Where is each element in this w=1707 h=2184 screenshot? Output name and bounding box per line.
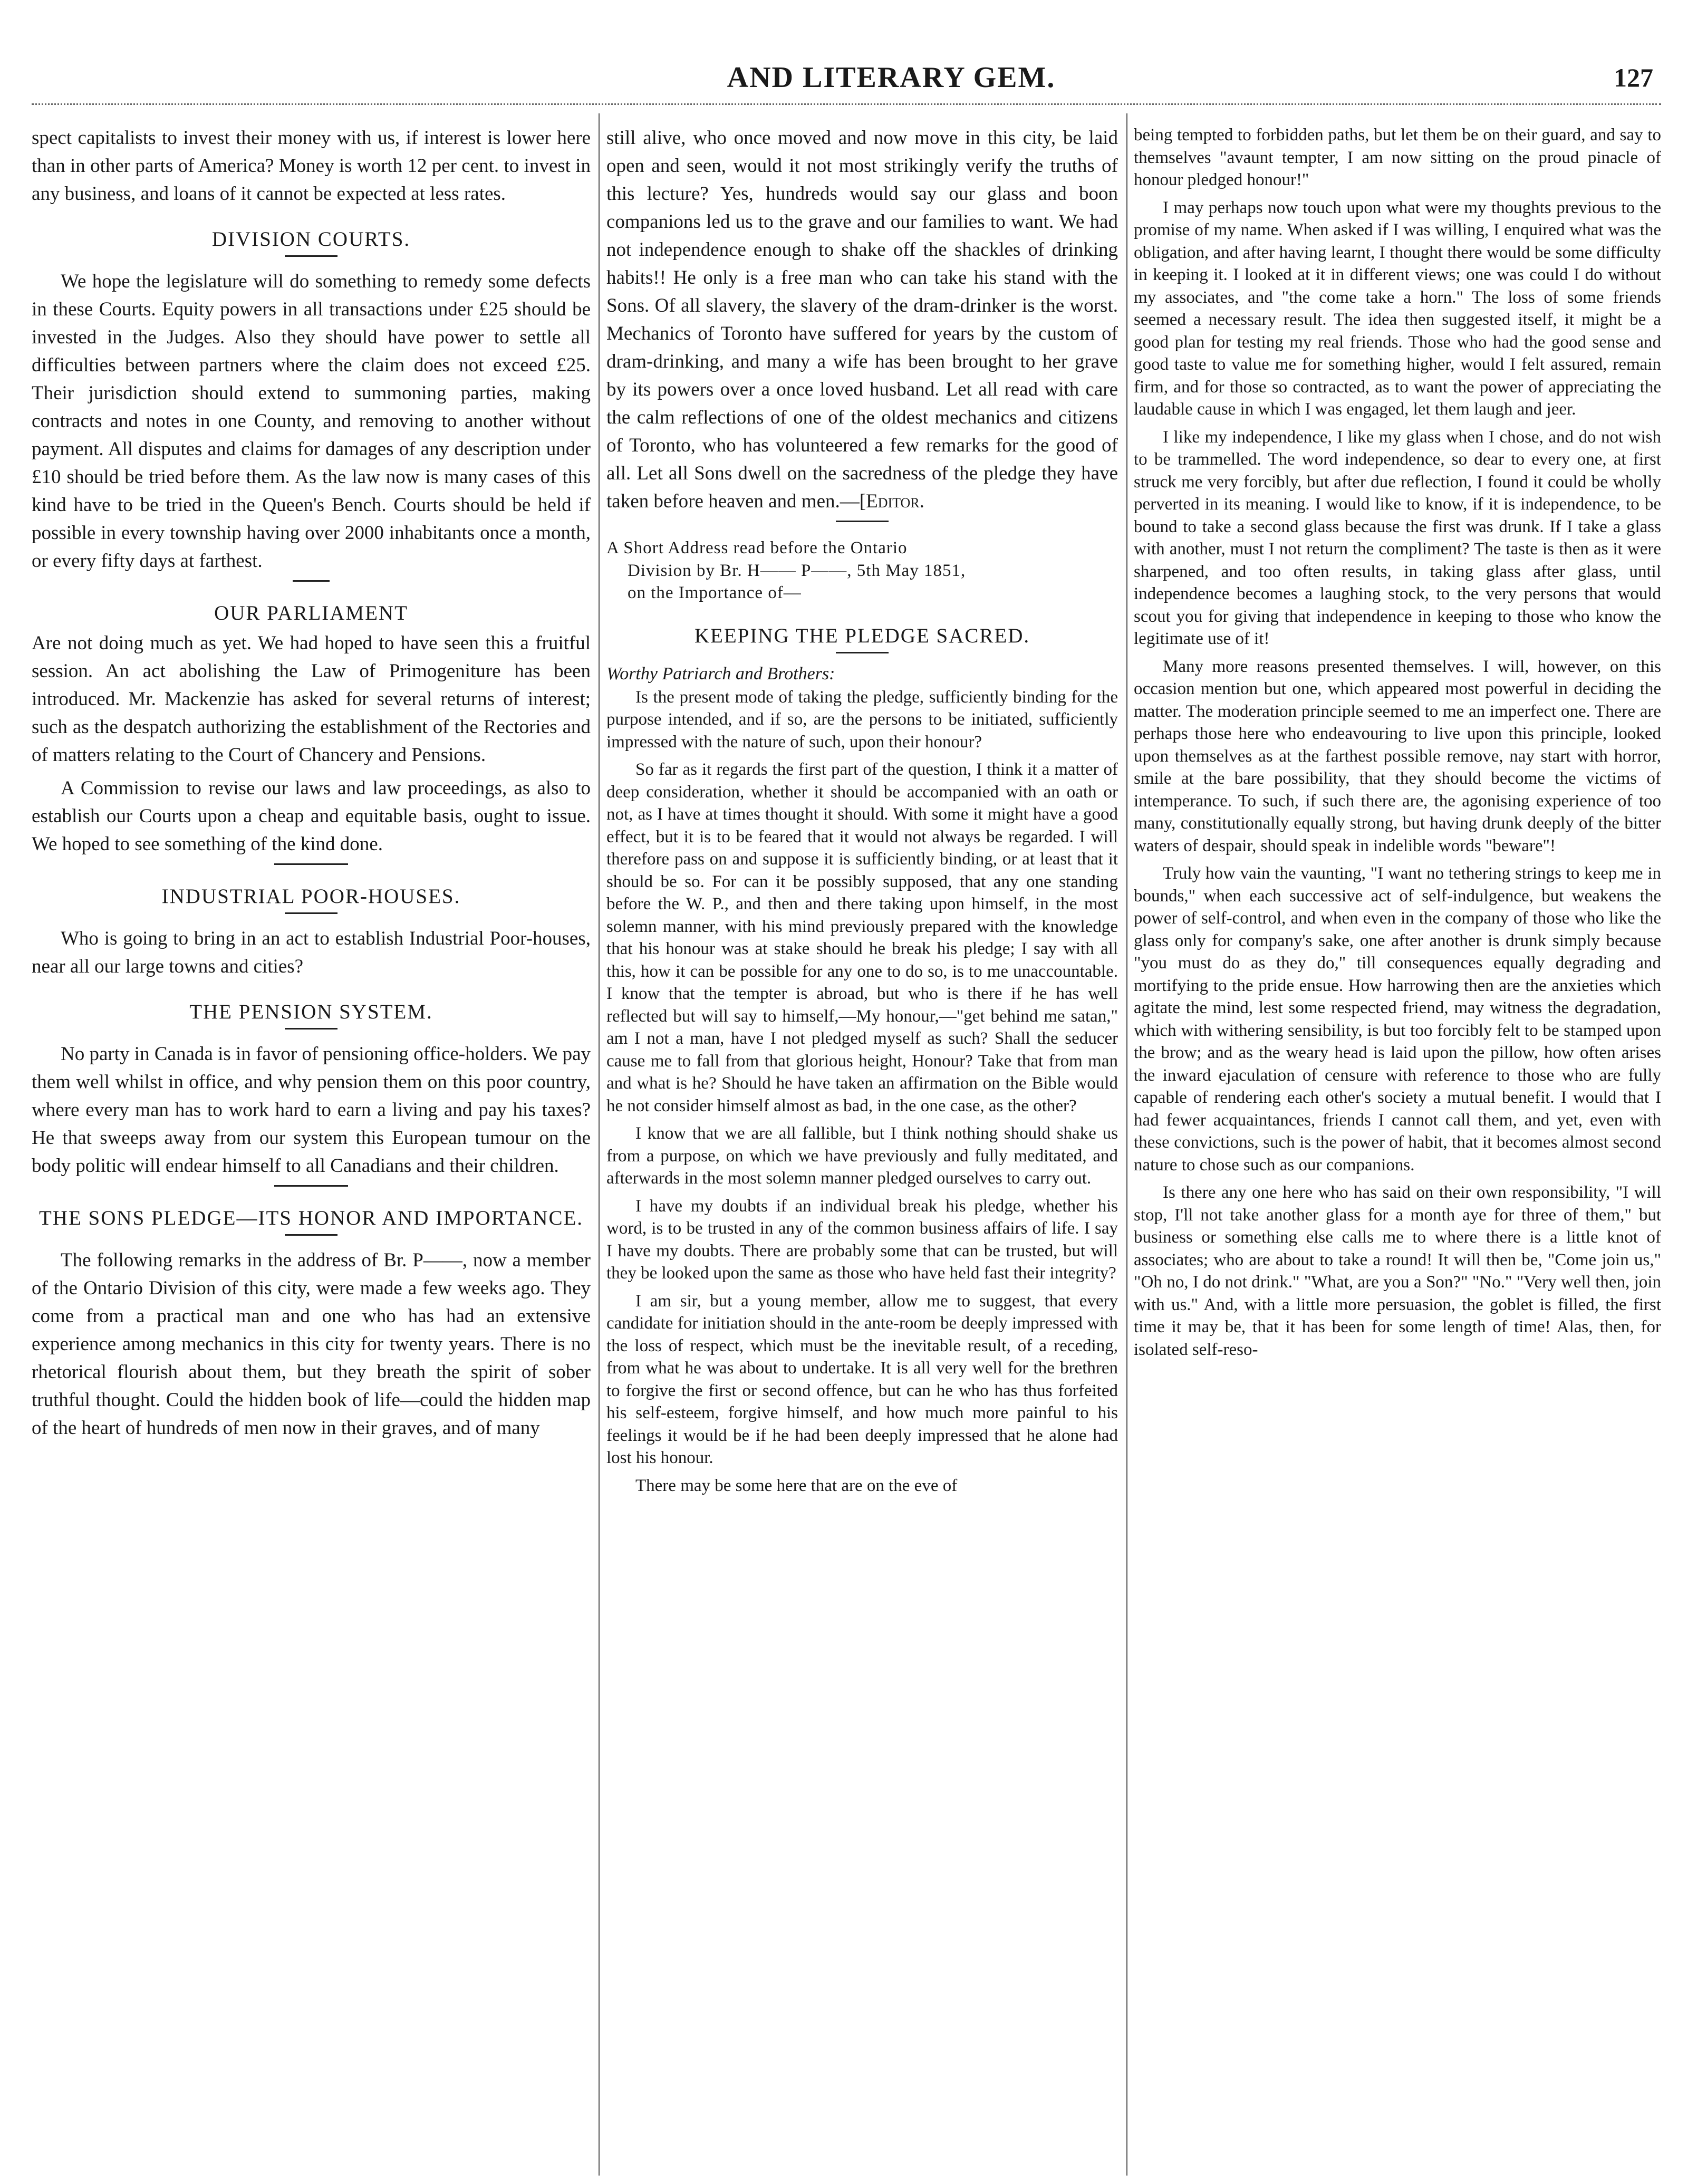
paragraph: We hope the legislature will do something to remedy some defects in these Courts. Equity powers in all transactions under £25 should be invested in the Judges. Also they should have power to settle all difficulties between partners where the claim does not exceed £25. Their jurisdiction should extend to summoning parties, making contracts and notes in one County, and removing to another without payment. All disputes and claims for damages of any description under £10 should be tried before them. As the law now is many cases of this kind have to be tried in the Queen's Bench. Courts should be held if possible in every township having over 2000 inhabitants once a month, or every fifty days at farthest.	[32, 271, 591, 572]
section-heading-keeping-the-pledge: KEEPING THE PLEDGE SACRED.	[694, 624, 1030, 647]
section-separator	[274, 863, 348, 865]
section-heading-sons-pledge: THE SONS PLEDGE—ITS HONOR AND IMPORTANCE.	[38, 1207, 584, 1229]
page-number: 127	[1614, 63, 1653, 92]
paragraph-text: still alive, who once moved and now move in this city, be laid open and seen, would it not most strikingly verify the truths of this lecture? Yes, hundreds would say our glass and boon companions led us to the grave and our families to want. We had not independence enough to shake off the shackles of drinking habits!! He only is a free man who can take his stand with the Sons. Of all slavery, the slavery of the dram-drinker is the worst. Mechanics of Toronto have suffered for years by the custom of dram-drinking, and many a wife has been brought to her grave by its powers over a once loved husband. Let all read with care the calm reflections of one of the oldest mechanics and citizens of Toronto, who has volunteered a few remarks for the good of all. Let all Sons dwell on the sacredness of the pledge they have taken before heaven and men.—	[606, 127, 1118, 512]
paragraph: Truly how vain the vaunting, "I want no tethering strings to keep me in bounds," when each successive act of self-indulgence, but weakens the power of self-control, and when even in the company of those who like the glass only for company's sake, one after another is drunk simply because "you must do as they do," till consequences equally degrading and mortifying to the pride ensue. How harrowing then are the anxieties which agitate the mind, lest some respected friend, may witness the degradation, which with withering sensibility, is but too forcibly felt to be stamped upon the brow; and as the weary head is laid upon the pillow, how often arises the inward ejaculation of censure with reference to those who are fully capable of rendering each other's society a mutual benefit. I would that I had fewer acquaintances, friends I cannot call them, and yet, even with these convictions, such is the power of habit, that it becomes almost second nature to chose such as our companions.	[1134, 864, 1661, 1175]
heading-rule	[285, 1234, 337, 1236]
paragraph: I have my doubts if an individual break his pledge, whether his word, is to be trusted in any of the common business affairs of life. I say I have my doubts. There are probably some that can be trusted, but will they be looked upon the same as those who have held fast their integrity?	[606, 1196, 1118, 1283]
column-divider	[1126, 113, 1127, 2176]
heading-rule	[285, 255, 337, 257]
paragraph: I may perhaps now touch upon what were my thoughts previous to the promise of my name. When asked if I was willing, I enquired what was the obligation, and after having learnt, I thought there would be some difficulty in keeping it. I looked at it in different views; one was could I do without my associates, and "the come take a horn." The loss of some friends seemed a necessary result. The idea then suggested itself, it might be a good plan for testing my real friends. Those who had the good sense and good taste to value me for something higher, would I felt assured, remain firm, and for those so contracted, as to want the power of appreciating the laudable cause in which I was engaged, let them laugh and jeer.	[1134, 198, 1661, 419]
heading-rule	[285, 912, 337, 914]
paragraph: I like my independence, I like my glass when I chose, and do not wish to be trammelled. The word independence, so dear to every one, at first struck me very forcibly, but after due reflection, I found it could be wholly perverted in its meaning. I would like to know, if it is independence, to be bound to take a second glass because the first was drunk. If I take a glass with another, must I not return the compliment? The taste is then as it were sharpened, and too often results, in taking glass after glass, until independence becomes a laughing stock, to the very persons that would scout you for giving that independence in keeping to those who know the legitimate use of it!	[1134, 427, 1661, 648]
salutation: Worthy Patriarch and Brothers:	[606, 663, 835, 684]
paragraph: No party in Canada is in favor of pensioning office-holders. We pay them well whilst in office, and why pension them on this poor country, where every man has to work hard to earn a living and pay his taxes? He that sweeps away from our system this European tumour on the body politic will endear himself to all Canadians and their children.	[32, 1043, 591, 1177]
paragraph: Who is going to bring in an act to establish Industrial Poor-houses, near all our large towns and cities?	[32, 928, 591, 977]
editor-signature: [Editor.	[859, 490, 924, 512]
paragraph: The following remarks in the address of Br. P——, now a member of the Ontario Division of this city, were made a few weeks ago. They come from a practical man and one who has had an extensive experience among mechanics in this city for twenty years. There is no rhetorical flourish about them, but they breath the spirit of sober truthful thought. Could the hidden book of life—could the hidden map of the heart of hundreds of men now in their graves, and of many	[32, 1249, 591, 1439]
address-title-line: Division by Br. H—— P——, 5th May 1851,	[628, 561, 966, 580]
section-separator	[293, 580, 330, 582]
section-separator	[836, 521, 889, 522]
paragraph: being tempted to forbidden paths, but let them be on their guard, and say to themselves "avaunt tempter, I am now sitting on the proud pinacle of honour pledged honour!"	[1134, 126, 1661, 189]
section-separator	[274, 1185, 348, 1187]
paragraph: There may be some here that are on the eve of	[635, 1476, 958, 1495]
paragraph: Is there any one here who has said on their own responsibility, "I will stop, I'll not take another glass for a month aye for three of them," but business or something else calls me to where there is a little knot of associates; who are about to take a round! It will then be, "Come join us," "Oh no, I do not drink." "What, are you a Son?" "No." "Very well then, join with us." And, with a little more persuasion, the goblet is filled, the first time it may be, that it has been for some length of time! Alas, then, for isolated self-reso-	[1134, 1183, 1661, 1359]
paragraph: A Commission to revise our laws and law proceedings, as also to establish our Courts upon a cheap and equitable basis, ought to issue. We hoped to see something of the kind done.	[32, 777, 591, 855]
paragraph: I am sir, but a young member, allow me to suggest, that every candidate for initiation should in the ante-room be deeply impressed with the loss of respect, which must be the inevitable result, of a receding, from what he was about to undertake. It is all very well for the brethren to forgive the first or second offence, but can he who has thus forfeited his self-esteem, forgive himself, and how much more painful to his feelings it would be if he had been deeply impressed that he alone had lost his honour.	[606, 1291, 1118, 1467]
paragraph: Is the present mode of taking the pledge, sufficiently binding for the purpose intended, and if so, are the persons to be initiated, sufficiently impressed with the nature of such, upon their honour?	[606, 687, 1118, 752]
section-heading-pension-system: THE PENSION SYSTEM.	[189, 1000, 433, 1023]
section-heading-our-parliament: OUR PARLIAMENT	[214, 602, 408, 624]
column-divider	[599, 113, 600, 2176]
paragraph: Are not doing much as yet. We had hoped to have seen this a fruitful session. An act abolishing the Law of Primogeniture has been introduced. Mr. Mackenzie has asked for several returns of interest; such as the despatch authorizing the establishment of the Rectories and of matters relating to the Court of Chancery and Pensions.	[32, 632, 591, 766]
paragraph: Many more reasons presented themselves. I will, however, on this occasion mention but one, which appeared most powerful in deciding the matter. The moderation principle seemed to me an imperfect one. There are perhaps those here who endeavouring to live upon this principle, looked upon themselves as at the farthest possible remove, nay start with horror, smile at the bare possibility, that they should become the victims of intemperance. To such, if such there are, the agonising experience of too many, constitutionally equally strong, but having drunk deeply of the bitter waters of despair, should speak in indelible words "beware"!	[1134, 657, 1661, 855]
address-title-line: A Short Address read before the Ontario	[606, 538, 908, 557]
heading-rule	[285, 1028, 337, 1030]
paragraph	[606, 124, 1118, 515]
section-heading-division-courts: DIVISION COURTS.	[211, 228, 411, 251]
paragraph: spect capitalists to invest their money with us, if interest is lower here than in other parts of America? Money is worth 12 per cent. to invest in any business, and loans of it cannot be expected at less rates.	[32, 127, 591, 205]
running-title: AND LITERARY GEM.	[727, 61, 1056, 94]
section-heading-industrial-poor-houses: INDUSTRIAL POOR-HOUSES.	[161, 885, 461, 908]
column-middle	[606, 124, 1118, 2170]
address-title	[606, 537, 1118, 604]
column-right	[1134, 124, 1661, 2170]
address-title-line: on the Importance of—	[628, 583, 802, 602]
paragraph: So far as it regards the first part of the question, I think it a matter of deep consideration, whether it should be accompanied with an oath or not, as I have at times thought it should. With some it might have a good effect, but it is to be feared that it would not always be regarded. I will therefore pass on and suppose it is sufficiently binding, or at least that it should be so. For can it be possibly supposed, that any one standing before the W. P., and then and there taking upon himself, in the most solemn manner, with his mind previously prepared with the knowledge that his honour was at stake should he break his pledge; I say with all this, how it can be possible for any one to do so, is to me unaccountable. I know that the tempter is abroad, but who is there if he has well reflected but will say to himself,—My honour,—"get behind me satan," am I not a man, have I not pledged myself as such? Shall the seducer cause me to fall from that glorious height, Honour? Take that from man and what is he? Should he have taken an affirmation on the Bible would he not consider himself almost as bad, in the one case, as the other?	[606, 760, 1118, 1115]
paragraph: I know that we are all fallible, but I think nothing should shake us from a purpose, on which we have previously and fully meditated, and afterwards in the most solemn manner pledged ourselves to carry out.	[606, 1124, 1118, 1188]
column-left	[32, 124, 591, 2170]
heading-rule	[836, 652, 889, 653]
header-rule	[32, 103, 1661, 105]
